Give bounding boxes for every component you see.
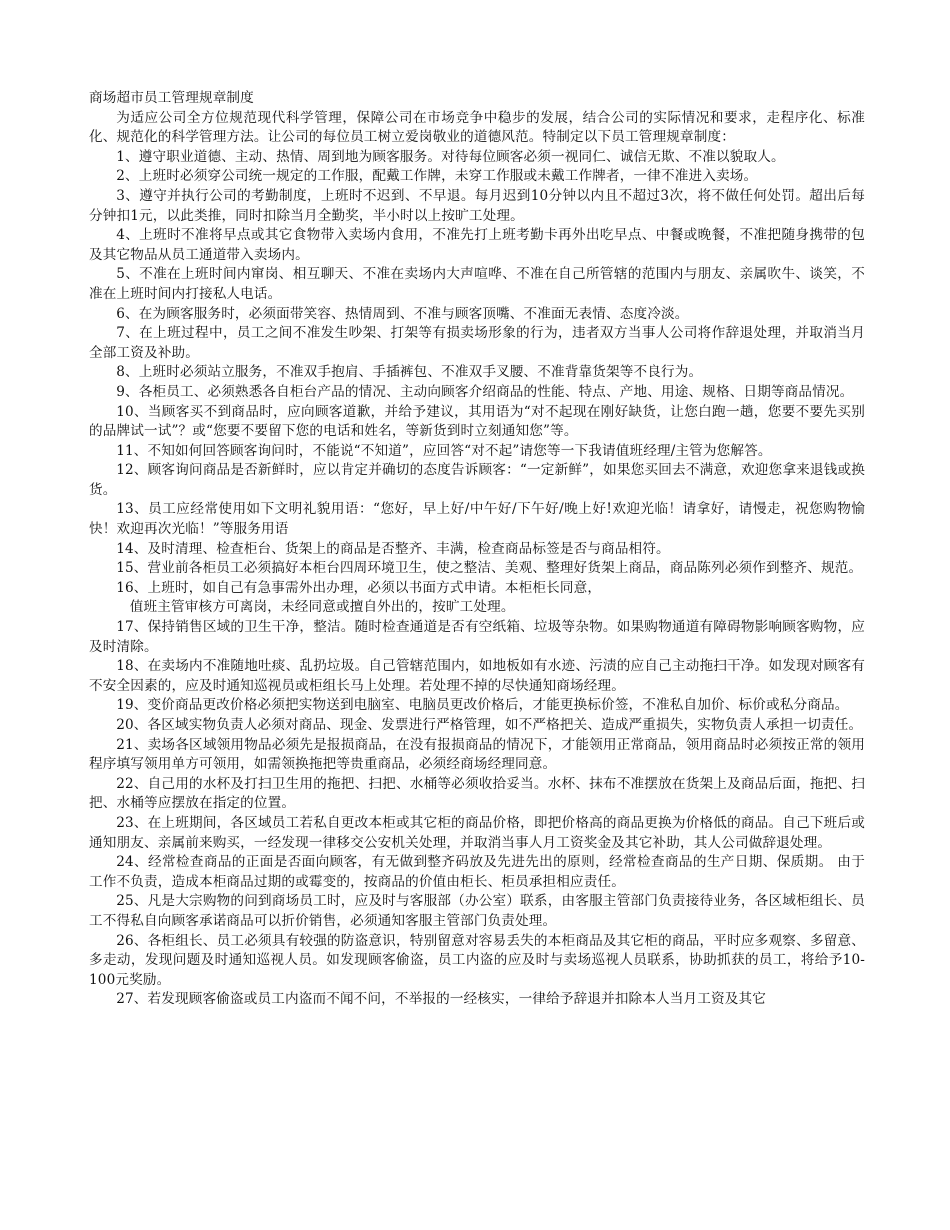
rule-1: 1、遵守职业道德、主动、热情、周到地为顾客服务。对待每位顾客必须一视同仁、诚信无欺、不准以貌取人。 xyxy=(116,148,785,165)
rule-4: 4、上班时不准将早点或其它食物带入卖场内食用，不准先打上班考勤卡再外出吃早点、中餐或晚餐，不准把随身携带的包及其它物品从员工通道带入卖场内。 xyxy=(89,227,865,263)
rule-17: 17、保持销售区域的卫生干净，整洁。随时检查通道是否有空纸箱、垃圾等杂物。如果购物通道有障碍物影响顾客购物，应及时清除。 xyxy=(89,619,865,655)
rule-27: 27、若发现顾客偷盗或员工内盗而不闻不问，不举报的一经核实，一律给予辞退并扣除本人当月工资及其它 xyxy=(116,991,766,1008)
rule-18: 18、在卖场内不准随地吐痰、乱扔垃圾。自己管辖范围内，如地板如有水迹、污渍的应自己主动拖扫干净。如发现对顾客有不安全因素的，应及时通知巡视员或柜组长马上处理。若处理不掉的尽快通知商场经理。 xyxy=(89,658,865,694)
rule-7: 7、在上班过程中，员工之间不准发生吵架、打架等有损卖场形象的行为，违者双方当事人公司将作辞退处理，并取消当月全部工资及补助。 xyxy=(89,325,865,361)
rule-21: 21、卖场各区域领用物品必须先是报损商品，在没有报损商品的情况下，才能领用正常商品，领用商品时必须按正常的领用程序填写领用单方可领用，如需领换拖把等贵重商品，必须经商场经理同意。 xyxy=(89,736,865,773)
rule-8: 8、上班时必须站立服务，不准双手抱肩、手插裤包、不准双手叉腰、不准背靠货架等不良行为。 xyxy=(116,364,703,381)
rule-16: 16、上班时，如自己有急事需外出办理，必须以书面方式申请。本柜柜长同意， xyxy=(116,579,602,596)
rule-15: 15、营业前各柜员工必须搞好本柜台四周环境卫生，使之整洁、美观、整理好货架上商品，商品陈列必须作到整齐、规范。 xyxy=(116,560,863,577)
rule-22: 22、自己用的水杯及打扫卫生用的拖把、扫把、水桶等必须收拾妥当。水杯、抹布不准摆放在货架上及商品后面，拖把、扫把、水桶等应摆放在指定的位置。 xyxy=(89,775,865,812)
rule-24: 24、经常检查商品的正面是否面向顾客，有无做到整齐码放及先进先出的原则，经常检查商品的生产日期、保质期。 由于工作不负责，造成本柜商品过期的或霉变的，按商品的价值由柜长、柜员承担相应责任。 xyxy=(89,854,865,890)
rule-12: 12、顾客询问商品是否新鲜时，应以肯定并确切的态度告诉顾客：“一定新鲜”，如果您买回去不满意，欢迎您拿来退钱或换货。 xyxy=(89,462,865,498)
rule-23: 23、在上班期间，各区域员工若私自更改本柜或其它柜的商品价格，即把价格高的商品更换为价格低的商品。自己下班后或通知朋友、亲属前来购买，一经发现一律移交公安机关处理，并取消当事人月工资奖金及其它补助，其人公司做辞退处理。 xyxy=(89,814,865,851)
rule-9: 9、各柜员工、必须熟悉各自柜台产品的情况、主动向顾客介绍商品的性能、特点、产地、用途、规格、日期等商品情况。 xyxy=(116,383,854,400)
rule-14: 14、及时清理、检查柜台、货架上的商品是否整齐、丰满，检查商品标签是否与商品相符。 xyxy=(116,540,670,557)
rule-16-continued: 值班主管审核方可离岗，未经同意或擅自外出的，按旷工处理。 xyxy=(129,599,515,616)
rule-20: 20、各区域实物负责人必须对商品、现金、发票进行严格管理，如不严格把关、造成严重损失，实物负责人承担一切责任。 xyxy=(116,717,863,733)
rule-25: 25、凡是大宗购物的问到商场员工时，应及时与客服部（办公室）联系，由客服主管部门负责接待业务，各区域柜组长、员工不得私自向顾客承诺商品可以折价销售，必须通知客服主管部门负责处理。 xyxy=(89,893,865,929)
rule-11: 11、不知如何回答顾客询问时，不能说“不知道”，应回答“对不起”请您等一下我请值班经理/主管为您解答。 xyxy=(116,442,772,459)
intro-paragraph: 为适应公司全方位规范现代科学管理，保障公司在市场竞争中稳步的发展，结合公司的实际情况和要求，走程序化、标准化、规范化的科学管理方法。让公司的每位员工树立爱岗敬业的道德风范。特制定以下员工管理规章制度： xyxy=(89,109,865,146)
document-page xyxy=(89,89,865,1010)
rule-10: 10、当顾客买不到商品时，应向顾客道歉，并给予建议，其用语为“对不起现在刚好缺货，让您白跑一趟，您要不要先买别的品牌试一试”？或“您要不要留下您的电话和姓名，等新货到时立刻通知您”等。 xyxy=(89,403,865,440)
rule-5: 5、不准在上班时间内窜岗、相互聊天、不准在卖场内大声喧哗、不准在自己所管辖的范围内与朋友、亲属吹牛、谈笑，不准在上班时间内打接私人电话。 xyxy=(89,266,865,302)
document-title: 商场超市员工管理规章制度 xyxy=(89,90,254,106)
rule-2: 2、上班时必须穿公司统一规定的工作服，配戴工作牌，未穿工作服或未戴工作牌者，一律不准进入卖场。 xyxy=(116,168,758,185)
rule-19: 19、变价商品更改价格必须把实物送到电脑室、电脑员更改价格后，才能更换标价签，不准私自加价、标价或私分商品。 xyxy=(116,697,849,714)
rule-6: 6、在为顾客服务时，必须面带笑容、热情周到、不准与顾客顶嘴、不准面无表情、态度冷淡。 xyxy=(116,305,689,322)
rule-26: 26、各柜组长、员工必须具有较强的防盗意识，特别留意对容易丢失的本柜商品及其它柜的商品，平时应多观察、多留意、多走动，发现问题及时通知巡视人员。如发现顾客偷盗，员工内盗的应及时与卖场巡视人员联系，协助抓获的员工，将给予10-100元奖励。 xyxy=(89,932,865,988)
rule-3: 3、遵守并执行公司的考勤制度，上班时不迟到、不早退。每月迟到10分钟以内且不超过3次，将不做任何处罚。超出后每分钟扣1元，以此类推，同时扣除当月全勤奖，半小时以上按旷工处理。 xyxy=(89,187,865,224)
rule-13: 13、员工应经常使用如下文明礼貌用语：“您好，早上好/中午好/下午好/晚上好!欢迎光临！请拿好，请慢走，祝您购物愉快！欢迎再次光临！”等服务用语 xyxy=(89,501,865,538)
